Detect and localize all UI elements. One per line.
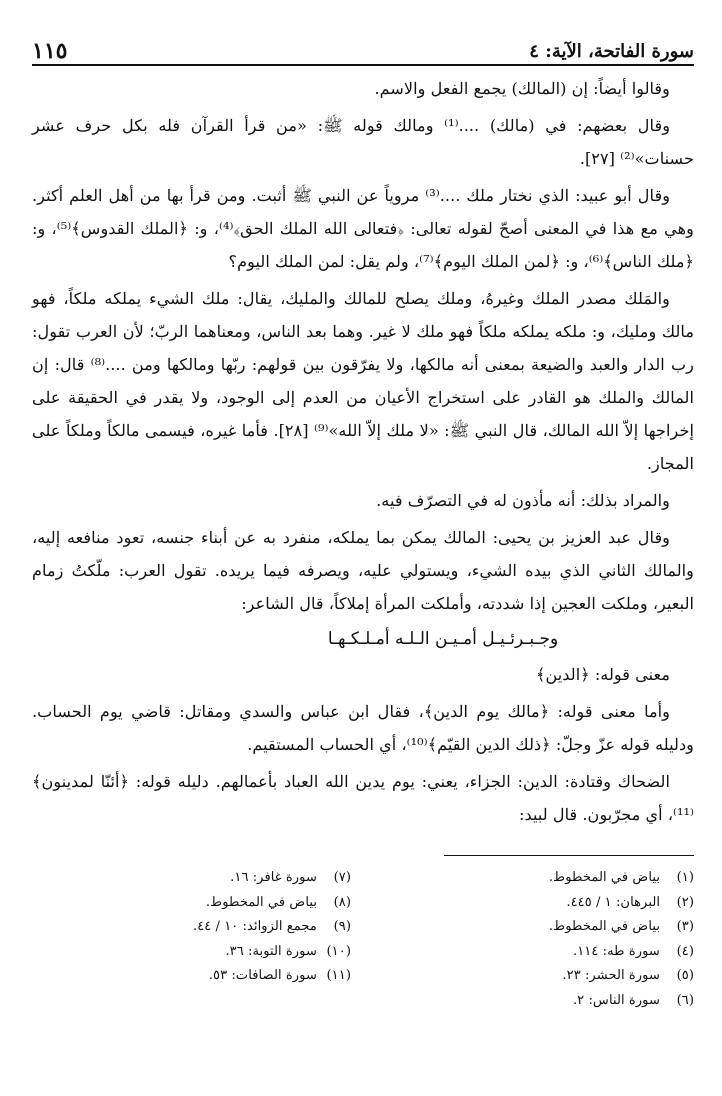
- paragraph: والمراد بذلك: أنه مأذون له في التصرّف فيه.: [376, 491, 670, 510]
- paragraph: والمَلك مصدر الملك وغيرهُ، وملك يصلح للمالك والمليك، يقال: ملك الشيء يملكه ملكاً، فهو مالك ومليك، و: ملكه يملكه ملكاً فهو ملك لا غير. وهما بعد الناس، ومعناهما الربّ؛ لأن العرب تقول: رب الدار والعبد والضيعة بمعنى أنه مالكها، ولا يفرّقون بين قولهم: ربّها ومالكها ومن ....⁽⁸⁾ قال: إن المالك والملك هو القادر على استخراج الأعيان من العدم إلى الوجود، ولا يقدر في الحقيقة على إخراجها إلاّ الله المالك، قال النبي ﷺ: «لا ملك إلاّ الله»⁽⁹⁾ [٢٨]. فأما غيره، فيسمى مالكاً وملكاً على المجاز.: [32, 289, 694, 473]
- page-header: [32, 22, 694, 66]
- footnote-text: سورة غافر: ١٦.: [230, 870, 317, 885]
- footnote: [32, 891, 351, 916]
- chapter-title: سورة الفاتحة، الآية: ٤: [529, 41, 694, 62]
- footnote-separator: [444, 855, 694, 856]
- footnote-text: سورة التوبة: ٣٦.: [225, 943, 317, 959]
- footnote-number: (٥): [676, 968, 694, 983]
- footnote: [32, 915, 351, 940]
- footnote-number: (٧): [333, 870, 351, 885]
- book-page: [32, 22, 694, 1096]
- footnote-number: (٤): [676, 943, 694, 959]
- footnote-number: (٨): [333, 894, 351, 910]
- footnote: [375, 940, 694, 965]
- footnote-text: بياض في المخطوط.: [548, 870, 660, 885]
- footnote: [32, 866, 351, 891]
- paragraph: وقال عبد العزيز بن يحيى: المالك يمكن بما يملكه، منفرد به عن أبناء جنسه، تعود منافعه إليه، والمالك الثاني الذي بيده الشيء، ويستولي عليه، ويصرفه فيما يريده. تقول العرب: ملّكتُ زمام البعير، وملكت العجين إذا شددته، وأملكت المرأة إملاكاً، قال الشاعر:: [32, 528, 694, 613]
- footnote: [375, 964, 694, 989]
- footnotes: [32, 866, 694, 1013]
- footnote-text: سورة طه: ١١٤.: [573, 943, 660, 959]
- footnote: [32, 964, 351, 989]
- footnote: [375, 866, 694, 891]
- footnote-number: (٣): [676, 919, 694, 934]
- paragraph: وقال بعضهم: في (مالك) ....⁽¹⁾ ومالك قوله ﷺ: «من قرأ القرآن فله بكل حرف عشر حسنات»⁽²⁾ [٢٧].: [32, 116, 694, 168]
- footnote-text: بياض في المخطوط.: [548, 919, 660, 934]
- footnote-text: سورة الصافات: ٥٣.: [208, 968, 317, 983]
- page-body: [32, 66, 694, 831]
- paragraph: وقال أبو عبيد: الذي نختار ملك ....⁽³⁾ مروياً عن النبي ﷺ أثبت. ومن قرأ بها من أهل العلم أكثر. وهي مع هذا في المعنى أصحّ لقوله تعالى: ﴿فتعالى الله الملك الحق﴾⁽⁴⁾، و: ﴿الملك القدوس﴾⁽⁵⁾، و: ﴿ملك الناس﴾⁽⁶⁾، و: ﴿لمن الملك اليوم﴾⁽⁷⁾، ولم يقل: لمن الملك اليوم؟: [32, 186, 694, 271]
- footnote-number: (١١): [326, 968, 351, 983]
- footnote-text: سورة الحشر: ٢٣.: [562, 968, 660, 983]
- footnote-number: (١): [676, 870, 694, 885]
- footnotes-column-right: [375, 866, 694, 1013]
- footnote-number: (١٠): [326, 943, 351, 959]
- footnote: [375, 915, 694, 940]
- footnote-number: (٢): [676, 894, 694, 910]
- footnote-text: بياض في المخطوط.: [205, 894, 317, 910]
- footnote: [32, 940, 351, 965]
- paragraph: معنى قوله: ﴿الدين﴾: [535, 665, 670, 684]
- footnote: [375, 891, 694, 916]
- footnote-text: مجمع الزوائد: ١٠ / ٤٤.: [192, 919, 317, 934]
- paragraph: الضحاك وقتادة: الدين: الجزاء، يعني: يوم يدين الله العباد بأعمالهم. دليله قوله: ﴿أئنّا لمدينون﴾⁽¹¹⁾، أي مجرّبون. قال لبيد:: [32, 772, 694, 824]
- poetry-verse: وجـبـرئـيـل أمـيـن الـلـه أمـلـكـهـا: [327, 629, 559, 649]
- paragraph: وقالوا أيضاً: إن (المالك) يجمع الفعل والاسم.: [374, 79, 670, 98]
- page-number: ١١٥: [32, 38, 68, 64]
- footnote-number: (٩): [333, 919, 351, 934]
- paragraph: وأما معنى قوله: ﴿مالك يوم الدين﴾، فقال ابن عباس والسدي ومقاتل: قاضي يوم الحساب. ودليله قوله عزّ وجلّ: ﴿ذلك الدين القيّم﴾⁽¹⁰⁾، أي الحساب المستقيم.: [32, 702, 694, 754]
- footnotes-column-left: [32, 866, 351, 1013]
- footnote-number: (٦): [676, 992, 694, 1008]
- footnote-text: سورة الناس: ٢.: [572, 992, 660, 1008]
- footnote: [375, 989, 694, 1014]
- footnote-text: البرهان: ١ / ٤٤٥.: [566, 894, 660, 910]
